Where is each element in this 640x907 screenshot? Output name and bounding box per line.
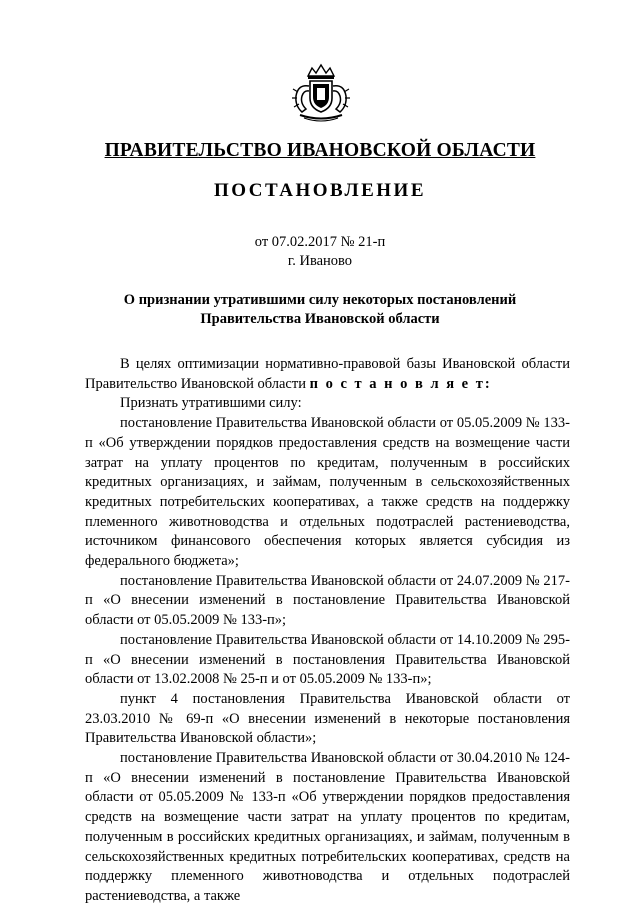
date-number: от 07.02.2017 № 21-п [254,234,386,250]
document-type: ПОСТАНОВЛЕНИЕ [213,180,427,201]
title-line-1: О признании утратившими силу некоторых постановлений [123,292,517,308]
document-meta [0,233,640,271]
intro-paragraph [85,355,570,394]
recognize-paragraph: Признать утратившими силу: [120,395,302,412]
document-title [0,291,640,329]
list-item: постановление Правительства Ивановской области от 05.05.2009 № 133-п «Об утверждении порядков предоставления средств на возмещение части затрат на уплату процентов по кредитам, полученным в российских кредитных организациях, и займам, полученным в сельскохозяйственных кредитных потребительских кооперативах, а также средств на поддержку племенного животноводства и отдельных подотраслей растениеводства, источником финансового обеспечения которых является субсидия из федерального бюджета»; [85,415,570,570]
city: г. Иваново [287,253,353,269]
coat-of-arms-icon [290,62,352,124]
intro-text: В целях оптимизации нормативно-правовой базы Ивановской области Правительство Ивановской области [85,356,570,392]
decree-word: п о с т а н о в л я е т: [309,375,492,392]
list-item: постановление Правительства Ивановской области от 30.04.2010 № 124-п «О внесении изменений в постановление Правительства Ивановской области от 05.05.2009 № 133-п «Об утверждении порядков предоставления средств на возмещение части затрат на уплату процентов по кредитам, полученным в российских кредитных организациях, и займам, полученным в сельскохозяйственных кредитных потребительских кооперативах, средств на поддержку племенного животноводства и отдельных подотраслей растениеводства, а также [85,750,570,904]
list-item: постановление Правительства Ивановской области от 24.07.2009 № 217-п «О внесении изменений в постановление Правительства Ивановской области от 05.05.2009 № 133-п»; [85,572,570,629]
list-item: пункт 4 постановления Правительства Ивановской области от 23.03.2010 № 69-п «О внесении изменений в некоторые постановления Правительства Ивановской области»; [85,690,570,747]
title-line-2: Правительства Ивановской области [200,311,440,327]
list-item: постановление Правительства Ивановской области от 14.10.2009 № 295-п «О внесении изменений в постановления Правительства Ивановской области от 13.02.2008 № 25-п и от 05.05.2009 № 133-п»; [85,631,570,688]
government-name: ПРАВИТЕЛЬСТВО ИВАНОВСКОЙ ОБЛАСТИ [104,140,536,161]
document-body [85,355,570,907]
